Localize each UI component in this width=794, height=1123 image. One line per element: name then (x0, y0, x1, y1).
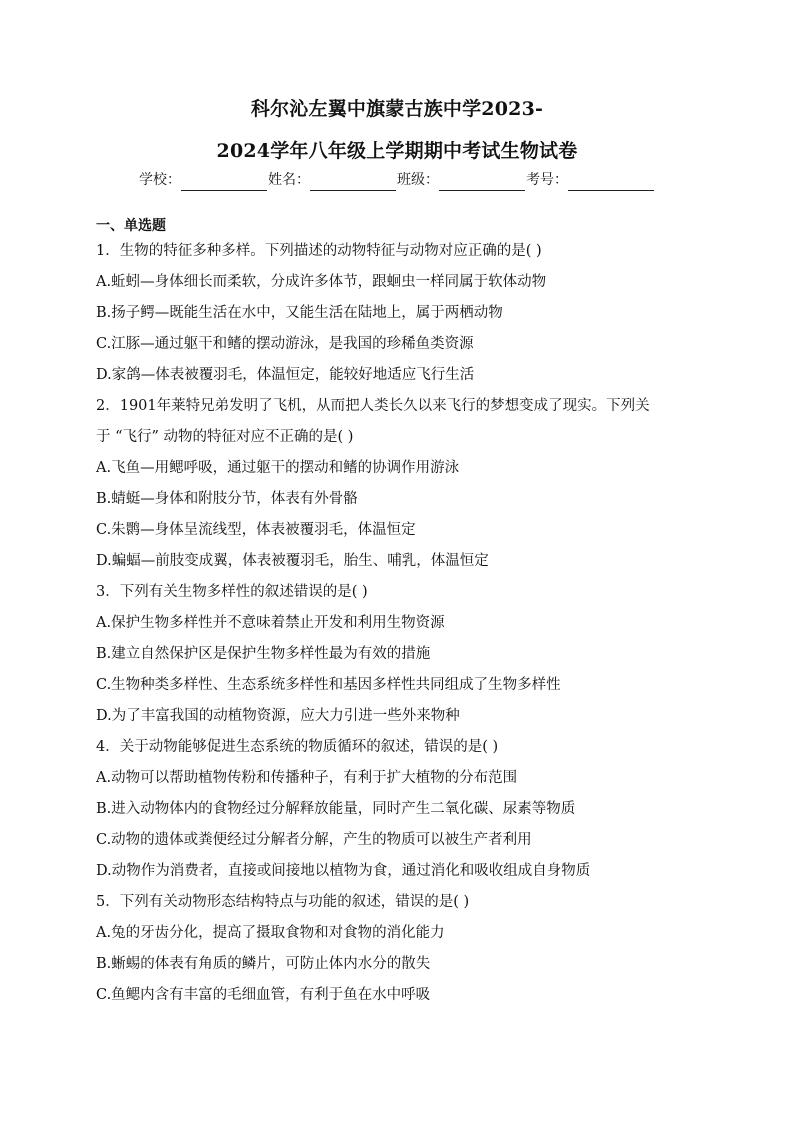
school-field (139, 169, 268, 191)
option-c: C.生物种类多样性、生态系统多样性和基因多样性共同组成了生物多样性 (96, 677, 561, 693)
question-5 (96, 887, 700, 1011)
question-1 (96, 236, 700, 391)
exam-title-line-1: 科尔沁左翼中旗蒙古族中学2023- (250, 98, 544, 120)
option-c: C.动物的遗体或粪便经过分解者分解，产生的物质可以被生产者利用 (96, 832, 532, 848)
option-a: A.蚯蚓—身体细长而柔软，分成许多体节，跟蛔虫一样同属于软体动物 (96, 274, 547, 290)
option-b: B.蜻蜓—身体和附肢分节，体表有外骨骼 (96, 491, 358, 507)
option-a: A.兔的牙齿分化，提高了摄取食物和对食物的消化能力 (96, 925, 445, 941)
exam-title-line-2: 2024学年八年级上学期期中考试生物试卷 (216, 140, 578, 162)
number-blank (568, 173, 654, 191)
option-c: C.江豚—通过躯干和鳍的摆动游泳，是我国的珍稀鱼类资源 (96, 336, 474, 352)
option-c: C.鱼鳃内含有丰富的毛细血管，有利于鱼在水中呼吸 (96, 987, 431, 1003)
option-d: D.动物作为消费者，直接或间接地以植物为食，通过消化和吸收组成自身物质 (96, 863, 591, 879)
option-d: D.为了丰富我国的动植物资源，应大力引进一些外来物种 (96, 708, 460, 724)
option-b: B.蜥蜴的体表有角质的鳞片，可防止体内水分的散失 (96, 956, 431, 972)
option-a: A.保护生物多样性并不意味着禁止开发和利用生物资源 (96, 615, 445, 631)
option-d: D.蝙蝠—前肢变成翼，体表被覆羽毛，胎生、哺乳，体温恒定 (96, 553, 489, 569)
school-blank (181, 173, 267, 191)
question-stem: 4．关于动物能够促进生态系统的物质循环的叙述，错误的是( ) (96, 739, 499, 755)
student-info-line (0, 169, 794, 191)
option-b: B.扬子鳄—既能生活在水中，又能生活在陆地上，属于两栖动物 (96, 305, 503, 321)
section-heading: 一、单选题 (96, 218, 166, 234)
question-4 (96, 732, 700, 887)
name-field (268, 169, 397, 191)
class-label: 班级： (397, 172, 439, 188)
question-3 (96, 577, 700, 732)
school-label: 学校： (139, 172, 181, 188)
number-field (526, 169, 655, 191)
option-d: D.家鸽—体表被覆羽毛，体温恒定，能较好地适应飞行生活 (96, 367, 475, 383)
option-a: A.动物可以帮助植物传粉和传播种子，有利于扩大植物的分布范围 (96, 770, 518, 786)
question-2 (96, 391, 700, 577)
name-blank (310, 173, 396, 191)
questions-list (96, 236, 700, 1011)
option-b: B.进入动物体内的食物经过分解释放能量，同时产生二氧化碳、尿素等物质 (96, 801, 576, 817)
question-stem: 3．下列有关生物多样性的叙述错误的是( ) (96, 584, 368, 600)
question-stem-line-2: 于 “飞行” 动物的特征对应不正确的是( ) (96, 429, 354, 445)
number-label: 考号： (526, 172, 568, 188)
class-field (397, 169, 526, 191)
option-a: A.飞鱼—用鳃呼吸，通过躯干的摆动和鳍的协调作用游泳 (96, 460, 460, 476)
question-stem: 5．下列有关动物形态结构特点与功能的叙述，错误的是( ) (96, 894, 470, 910)
option-c: C.朱鹮—身体呈流线型，体表被覆羽毛，体温恒定 (96, 522, 416, 538)
name-label: 姓名： (268, 172, 310, 188)
question-stem: 1．生物的特征多种多样。下列描述的动物特征与动物对应正确的是( ) (96, 243, 542, 259)
option-b: B.建立自然保护区是保护生物多样性最为有效的措施 (96, 646, 431, 662)
question-stem-line-1: 2．1901年莱特兄弟发明了飞机，从而把人类长久以来飞行的梦想变成了现实。下列关 (96, 398, 650, 414)
class-blank (439, 173, 525, 191)
